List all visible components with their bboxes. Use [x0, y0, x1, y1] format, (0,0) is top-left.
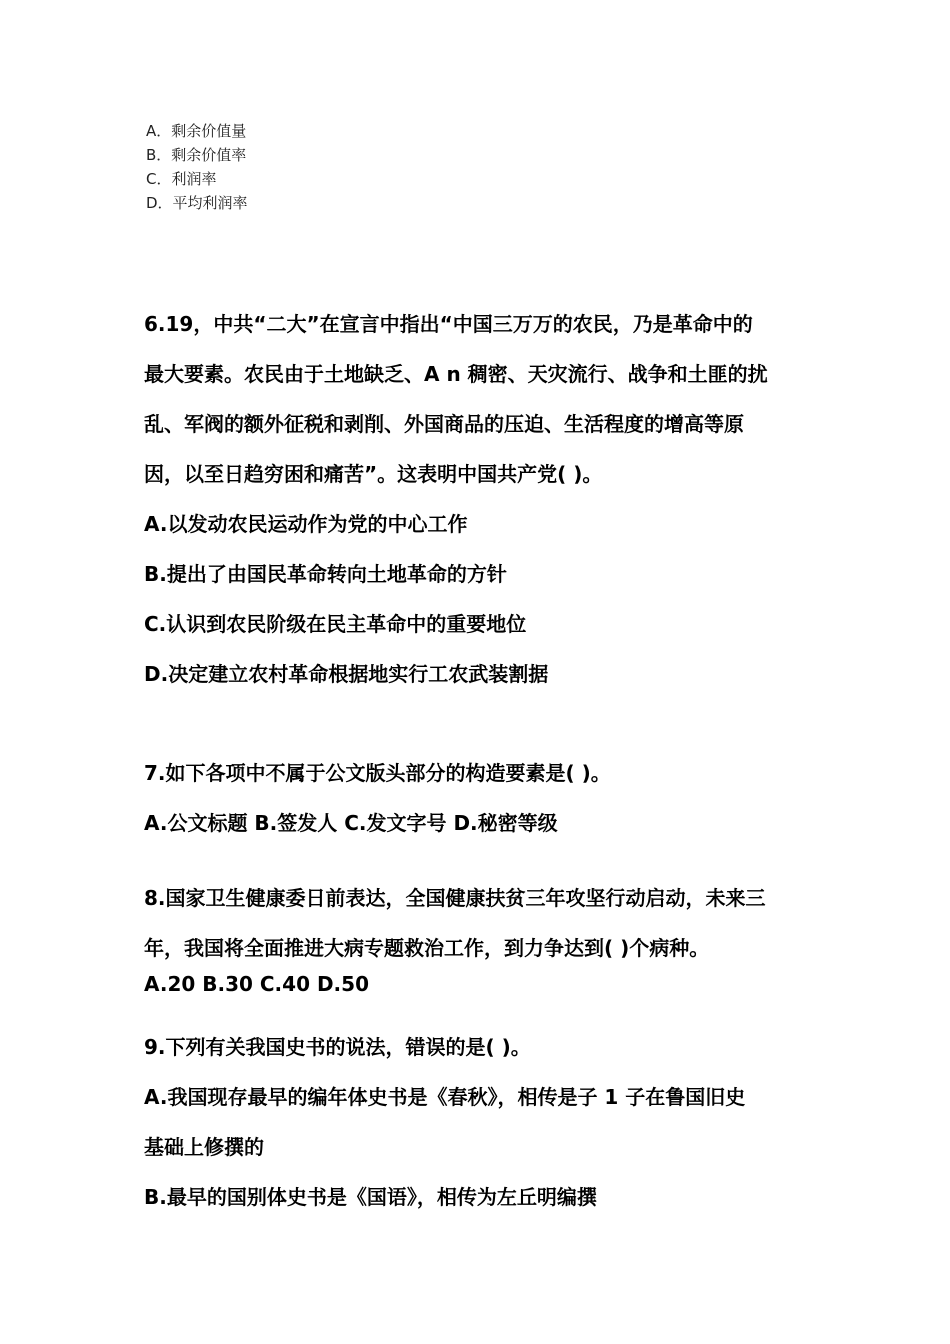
q6-stem-line-2: 最大要素。农民由于土地缺乏、A n 稠密、天灾流行、战争和土匪的扰 [144, 362, 768, 386]
q9-option-a-line-2: 基础上修撰的 [144, 1135, 264, 1159]
q5-option-b: B．剩余价值率 [146, 146, 247, 164]
q9-option-a-line-1: A.我国现存最早的编年体史书是《春秋》，相传是子 1 子在鲁国旧史 [144, 1085, 746, 1109]
q6-stem-line-3: 乱、军阀的额外征税和剥削、外国商品的压迫、生活程度的增高等原 [144, 412, 744, 436]
q7-stem: 7.如下各项中不属于公文版头部分的构造要素是( )。 [144, 761, 611, 785]
q6-stem-line-1: 6.19，中共“二大”在宣言中指出“中国三万万的农民，乃是革命中的 [144, 312, 753, 336]
q9-stem: 9.下列有关我国史书的说法，错误的是( )。 [144, 1035, 531, 1059]
q5-option-a: A．剩余价值量 [146, 122, 247, 140]
q6-stem-line-4: 因，以至日趋穷困和痛苦”。这表明中国共产党( )。 [144, 462, 603, 486]
q8-options: A.20 B.30 C.40 D.50 [144, 972, 369, 996]
q6-option-b: B.提出了由国民革命转向土地革命的方针 [144, 562, 507, 586]
q5-option-c: C．利润率 [146, 170, 217, 188]
q8-stem-line-2: 年，我国将全面推进大病专题救治工作，到力争达到( )个病种。 [144, 936, 710, 960]
q5-option-d: D．平均利润率 [146, 194, 248, 212]
q6-option-c: C.认识到农民阶级在民主革命中的重要地位 [144, 612, 527, 636]
q8-stem-line-1: 8.国家卫生健康委日前表达，全国健康扶贫三年攻坚行动启动，未来三 [144, 886, 766, 910]
q5-options [146, 119, 248, 215]
q9-option-b: B.最早的国别体史书是《国语》，相传为左丘明编撰 [144, 1185, 597, 1209]
q7-options: A.公文标题 B.签发人 C.发文字号 D.秘密等级 [144, 811, 558, 835]
q6-option-a: A.以发动农民运动作为党的中心工作 [144, 512, 468, 536]
q6-option-d: D.决定建立农村革命根据地实行工农武装割据 [144, 662, 549, 686]
